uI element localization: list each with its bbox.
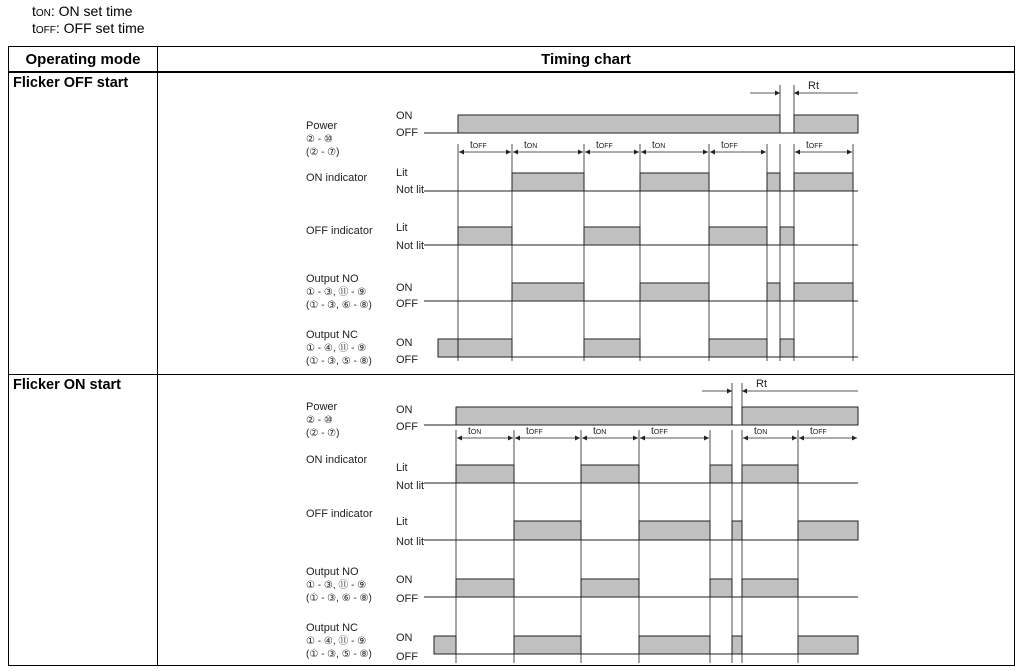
on-indicator-pulse — [742, 465, 798, 483]
on-indicator-lit: Lit — [396, 461, 408, 474]
interval-dim-arrow-left — [459, 150, 464, 155]
interval-label-sub: ON — [470, 428, 482, 436]
off-indicator-not-lit: Not lit — [396, 240, 425, 252]
output-no-off: OFF — [396, 592, 418, 605]
off-indicator-pulse — [639, 521, 710, 540]
interval-dim-arrow-left — [710, 150, 715, 155]
off-indicator-pulse — [584, 227, 640, 245]
output-no-label: Output NO — [306, 565, 359, 578]
interval-label-sub: ON — [595, 428, 607, 436]
header-operating-mode: Operating mode — [9, 47, 158, 73]
output-nc-pins-alt: (① - ③, ⑤ - ⑧) — [306, 356, 372, 367]
legend-ton-text: : ON set time — [50, 3, 133, 19]
output-nc-off: OFF — [396, 650, 418, 663]
rt-arrow-right — [742, 388, 747, 393]
interval-dim-arrow-left — [799, 435, 804, 440]
power-on-pulse — [458, 115, 780, 133]
interval-label-sub: OFF — [723, 143, 738, 150]
interval-dim-arrow-right — [761, 150, 766, 155]
interval-label: tON — [754, 425, 768, 437]
interval-dim-arrow-left — [457, 435, 462, 440]
chart-cell-1 — [158, 72, 1015, 374]
interval-dim-arrow-left — [743, 435, 748, 440]
timing-chart-flicker-off-start — [158, 73, 1014, 373]
legend-ton-sub: ON — [35, 8, 51, 19]
power-on-pulse — [794, 115, 858, 133]
off-indicator-lit: Lit — [396, 222, 408, 234]
interval-label-sub: OFF — [472, 143, 487, 150]
interval-dim-arrow-right — [578, 150, 583, 155]
on-indicator-not-lit: Not lit — [396, 184, 425, 196]
interval-label-sub: OFF — [598, 143, 613, 150]
output-nc-pulse — [732, 636, 742, 654]
header-timing-chart: Timing chart — [158, 47, 1015, 73]
on-indicator-label: ON indicator — [306, 172, 368, 184]
legend-toff-text: : OFF set time — [55, 20, 145, 36]
on-indicator-pulse — [512, 173, 584, 191]
rt-arrow-left — [775, 91, 780, 96]
off-indicator-pulse — [798, 521, 858, 540]
on-indicator-label: ON indicator — [306, 453, 368, 466]
output-nc-pulse — [780, 339, 794, 357]
interval-label: tOFF — [526, 425, 543, 437]
output-no-on: ON — [396, 282, 413, 294]
interval-label: tON — [524, 140, 538, 151]
legend-ton-symbol: t — [32, 3, 36, 19]
output-no-pulse — [456, 579, 514, 597]
output-no-pulse — [794, 283, 853, 301]
power-on-pulse — [456, 407, 732, 425]
output-no-pulse — [640, 283, 709, 301]
power-pins-alt: (② - ⑦) — [306, 147, 340, 158]
power-off-label: OFF — [396, 420, 418, 433]
output-no-pulse — [710, 579, 732, 597]
on-indicator-pulse — [456, 465, 514, 483]
output-nc-on: ON — [396, 631, 413, 644]
on-indicator-lit: Lit — [396, 167, 408, 179]
rt-label: Rt — [808, 80, 819, 92]
interval-label-sub: OFF — [653, 428, 668, 436]
interval-label-sub: OFF — [808, 143, 823, 150]
timing-table — [8, 46, 1015, 666]
power-off-label: OFF — [396, 127, 418, 139]
on-indicator-pulse — [767, 173, 780, 191]
output-no-label: Output NO — [306, 273, 359, 285]
on-indicator-pulse — [710, 465, 732, 483]
output-nc-pulse — [438, 339, 458, 357]
interval-dim-arrow-left — [640, 435, 645, 440]
interval-dim-arrow-left — [795, 150, 800, 155]
interval-dim-arrow-right — [704, 435, 709, 440]
interval-label-sub: OFF — [528, 428, 543, 436]
legend-toff-sub: OFF — [35, 25, 56, 36]
output-no-pins-alt: (① - ③, ⑥ - ⑧) — [306, 592, 372, 604]
on-indicator-pulse — [581, 465, 639, 483]
power-pins: ② - ⑩ — [306, 134, 333, 145]
interval-label-sub: ON — [654, 143, 666, 150]
interval-label: tOFF — [806, 140, 823, 151]
rt-arrow-right — [794, 91, 799, 96]
interval-dim-arrow-right — [703, 150, 708, 155]
output-no-pulse — [767, 283, 780, 301]
table-header-row — [9, 47, 1015, 73]
rt-arrow-left — [727, 388, 732, 393]
output-no-pins: ① - ③, ⑪ - ⑨ — [306, 287, 367, 298]
output-nc-pulse — [584, 339, 640, 357]
timing-chart-flicker-on-start — [158, 375, 1014, 667]
interval-label: tOFF — [651, 425, 668, 437]
interval-dim-arrow-right — [847, 150, 852, 155]
on-indicator-pulse — [794, 173, 853, 191]
table-row-flicker-off — [9, 72, 1015, 374]
interval-dim-arrow-left — [585, 150, 590, 155]
mode-flicker-on-start: Flicker ON start — [9, 374, 158, 666]
interval-dim-arrow-right — [506, 150, 511, 155]
output-no-on: ON — [396, 573, 413, 586]
output-nc-off: OFF — [396, 354, 418, 366]
interval-dim-arrow-right — [852, 435, 857, 440]
interval-dim-arrow-right — [634, 150, 639, 155]
output-nc-pulse — [798, 636, 858, 654]
off-indicator-label: OFF indicator — [306, 225, 373, 237]
interval-dim-arrow-left — [582, 435, 587, 440]
interval-dim-arrow-right — [508, 435, 513, 440]
power-on-label: ON — [396, 403, 413, 416]
interval-label: tOFF — [470, 140, 487, 151]
mode-flicker-off-start: Flicker OFF start — [9, 72, 158, 374]
output-no-off: OFF — [396, 298, 418, 310]
power-pins: ② - ⑩ — [306, 414, 333, 426]
interval-label: tON — [652, 140, 666, 151]
on-indicator-pulse — [640, 173, 709, 191]
interval-dim-arrow-left — [513, 150, 518, 155]
off-indicator-pulse — [780, 227, 794, 245]
off-indicator-lit: Lit — [396, 515, 408, 528]
interval-label: tOFF — [721, 140, 738, 151]
interval-dim-arrow-right — [575, 435, 580, 440]
output-nc-pulse — [709, 339, 767, 357]
output-nc-label: Output NC — [306, 621, 358, 634]
power-on-label: ON — [396, 110, 413, 122]
interval-label-sub: ON — [756, 428, 768, 436]
interval-label: tON — [593, 425, 607, 437]
legend-toff-symbol: t — [32, 20, 36, 36]
table-row-flicker-on — [9, 374, 1015, 666]
interval-label-sub: OFF — [812, 428, 827, 436]
off-indicator-pulse — [514, 521, 581, 540]
off-indicator-not-lit: Not lit — [396, 535, 425, 548]
interval-dim-arrow-left — [641, 150, 646, 155]
output-nc-pins-alt: (① - ③, ⑤ - ⑧) — [306, 648, 372, 660]
output-no-pulse — [742, 579, 798, 597]
off-indicator-label: OFF indicator — [306, 507, 373, 520]
output-no-pulse — [512, 283, 584, 301]
output-nc-pins: ① - ④, ⑪ - ⑨ — [306, 343, 367, 354]
output-nc-pulse — [514, 636, 581, 654]
off-indicator-pulse — [458, 227, 512, 245]
output-no-pulse — [581, 579, 639, 597]
output-nc-pulse — [458, 339, 512, 357]
output-no-pins: ① - ③, ⑪ - ⑨ — [306, 579, 367, 591]
output-nc-pins: ① - ④, ⑪ - ⑨ — [306, 635, 367, 647]
output-nc-pulse — [434, 636, 456, 654]
legend-toff — [32, 20, 145, 39]
power-on-pulse — [742, 407, 858, 425]
chart-cell-2 — [158, 374, 1015, 666]
power-pins-alt: (② - ⑦) — [306, 427, 340, 439]
interval-label-sub: ON — [526, 143, 538, 150]
interval-dim-arrow-right — [633, 435, 638, 440]
power-label: Power — [306, 400, 338, 413]
output-nc-label: Output NC — [306, 329, 358, 341]
off-indicator-pulse — [732, 521, 742, 540]
output-no-pins-alt: (① - ③, ⑥ - ⑧) — [306, 300, 372, 311]
interval-label: tOFF — [596, 140, 613, 151]
interval-dim-arrow-left — [515, 435, 520, 440]
interval-dim-arrow-right — [792, 435, 797, 440]
interval-label: tOFF — [810, 425, 827, 437]
off-indicator-pulse — [709, 227, 767, 245]
interval-label: tON — [468, 425, 482, 437]
power-label: Power — [306, 120, 338, 132]
output-nc-on: ON — [396, 337, 413, 349]
rt-label: Rt — [756, 377, 767, 390]
on-indicator-not-lit: Not lit — [396, 479, 425, 492]
output-nc-pulse — [639, 636, 710, 654]
